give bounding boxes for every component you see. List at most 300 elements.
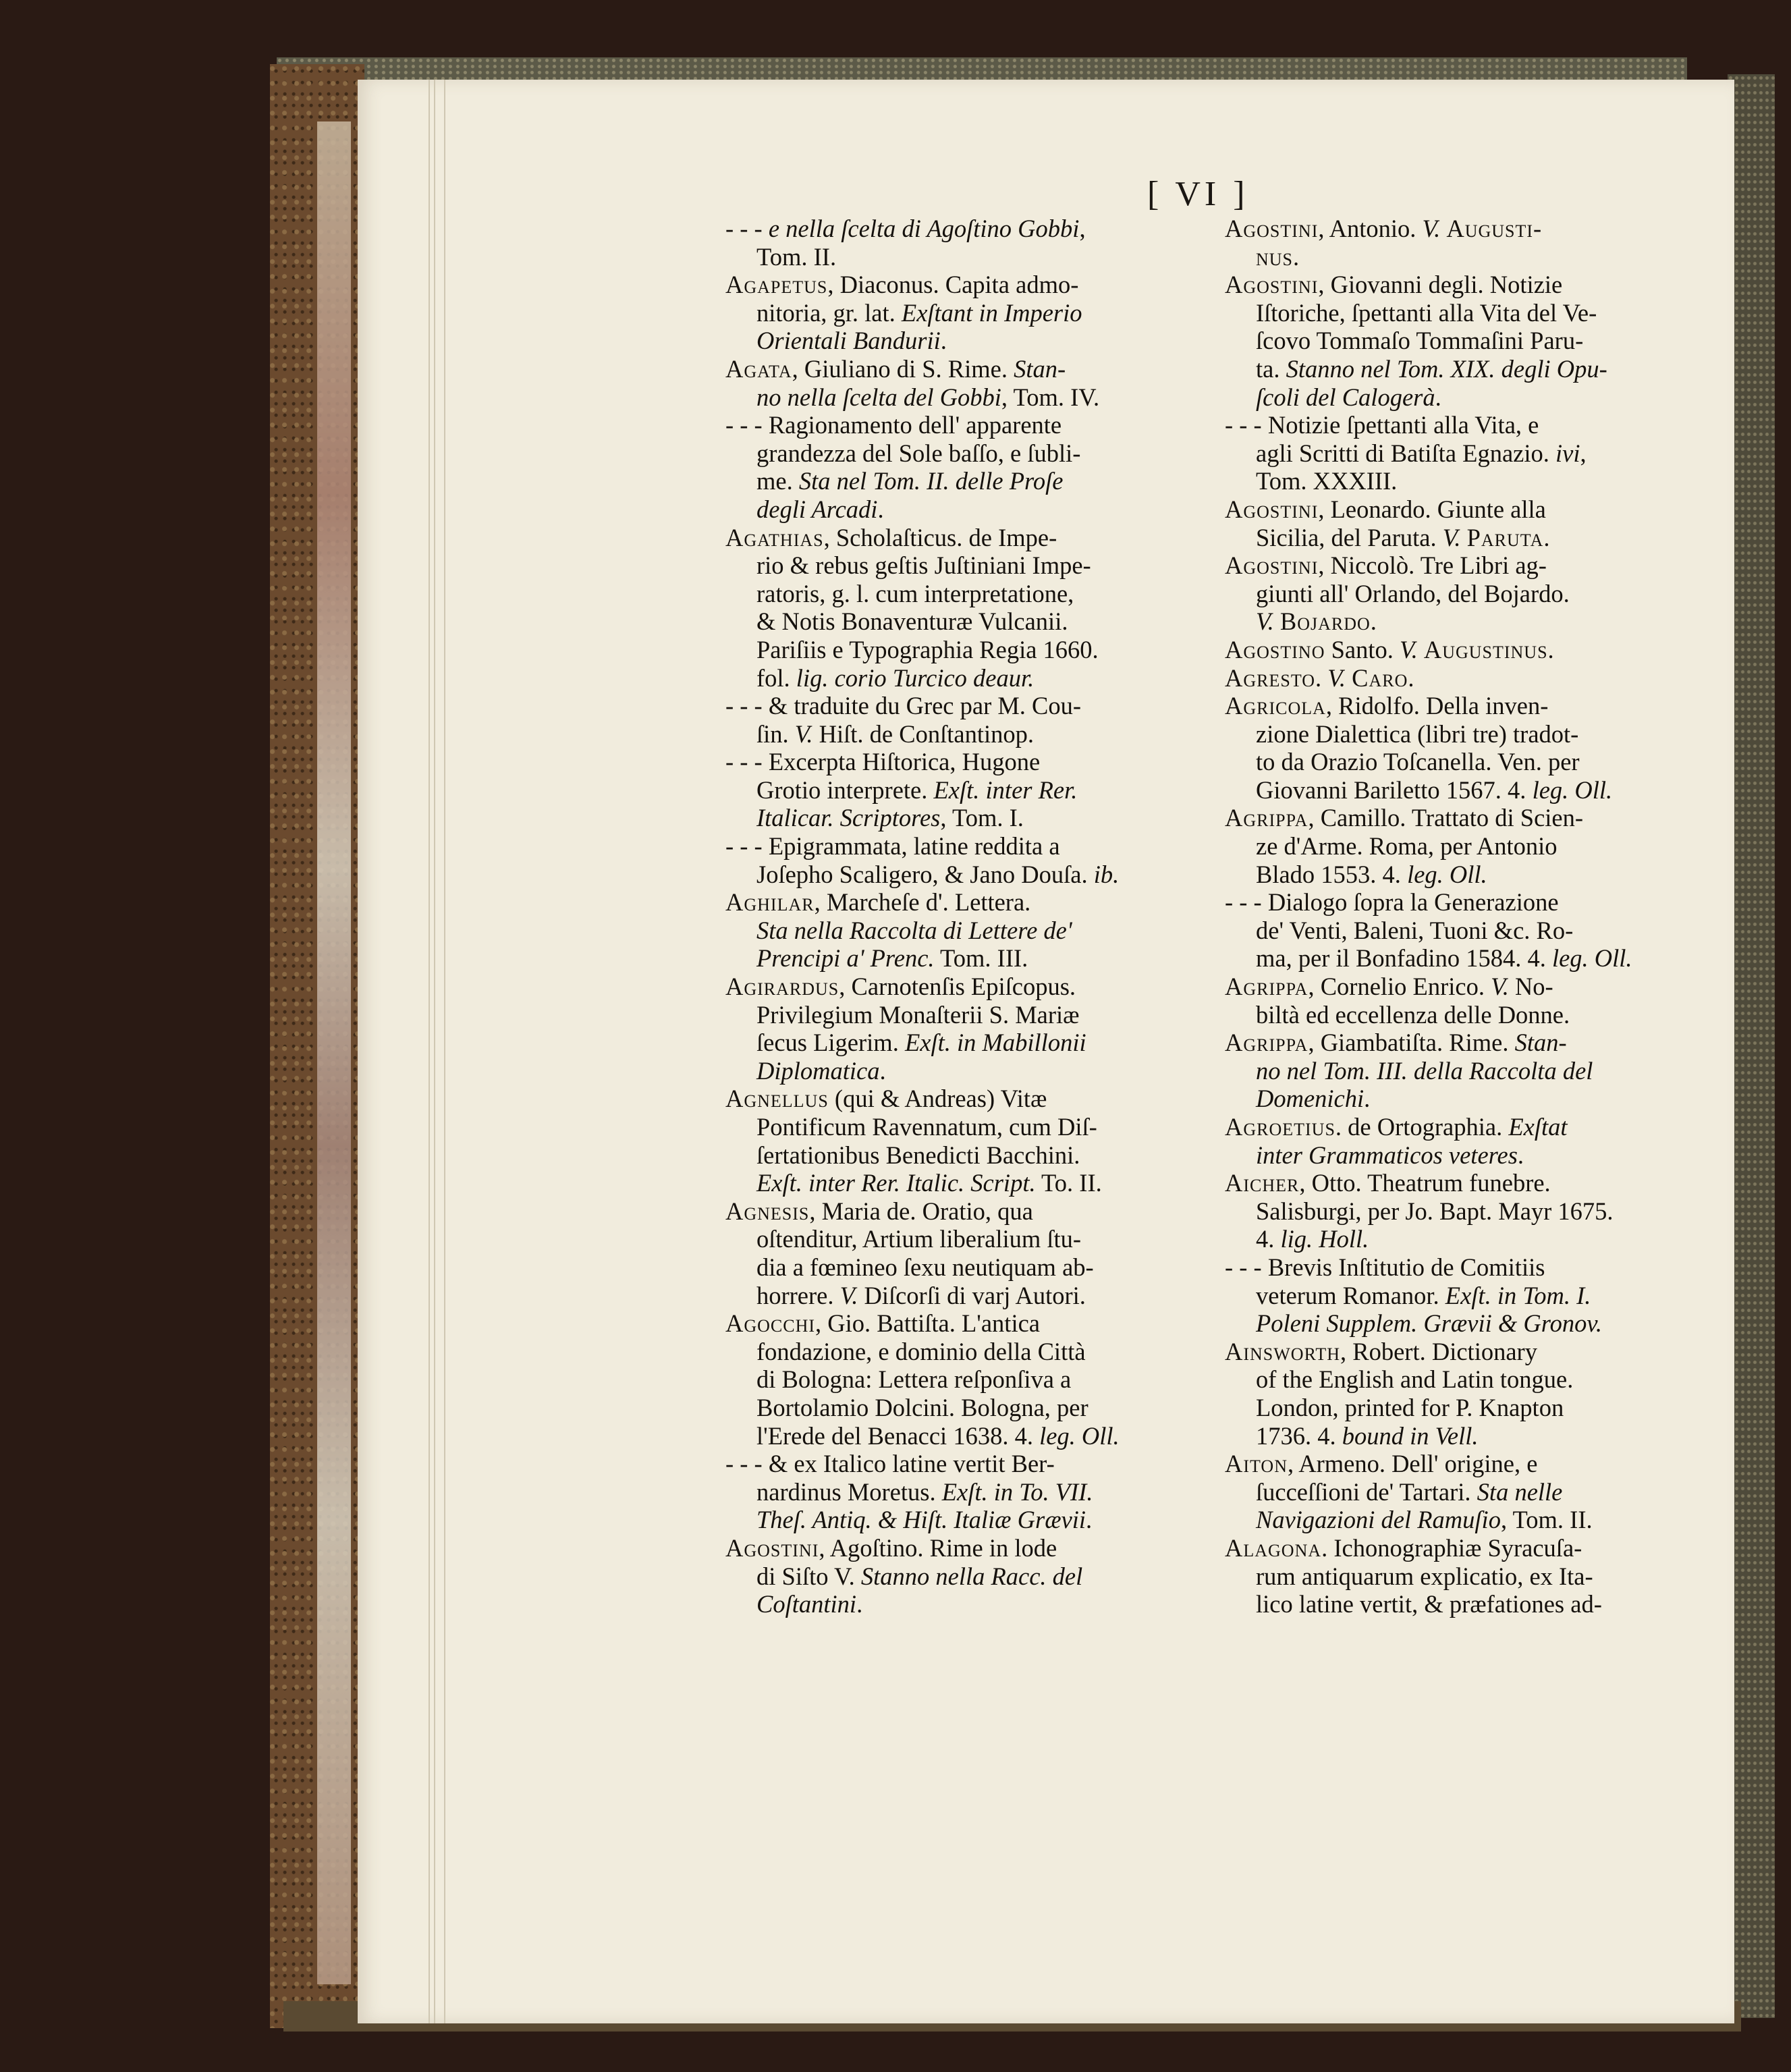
index-entry bbox=[1225, 411, 1697, 495]
entry-line bbox=[725, 1394, 1198, 1422]
entry-line bbox=[725, 1085, 1198, 1113]
entry-italic-text: Exſt. in Mabillonii bbox=[904, 1029, 1086, 1057]
index-entry bbox=[725, 1085, 1198, 1197]
entry-text: , Camillo. Trattato di Scien- bbox=[1308, 804, 1584, 832]
entry-italic-text: e nella ſcelta di Agoſtino Gobbi bbox=[768, 215, 1080, 242]
entry-italic-text: ib. bbox=[1093, 860, 1120, 888]
entry-text: . bbox=[1364, 1085, 1371, 1113]
entry-line bbox=[1225, 917, 1697, 945]
entry-italic-text: leg. Oll. bbox=[1407, 860, 1487, 888]
entry-text: l'Erede del Benacci 1638. 4. bbox=[756, 1421, 1040, 1450]
entry-italic-text: Stanno nel Tom. XIX. degli Opu- bbox=[1286, 354, 1607, 383]
entry-heading: Augustinus bbox=[1423, 635, 1548, 663]
entry-line bbox=[725, 944, 1198, 973]
entry-text: , Antonio. bbox=[1318, 215, 1423, 242]
entry-text: , Robert. Dictionary bbox=[1340, 1337, 1537, 1365]
index-entry bbox=[1225, 1253, 1697, 1338]
entry-text: ratoris, g. l. cum interpretatione, bbox=[756, 579, 1074, 607]
entry-line bbox=[725, 1282, 1198, 1310]
entry-line bbox=[725, 1141, 1198, 1170]
entry-heading: Agnellus bbox=[725, 1085, 829, 1113]
entry-line bbox=[1225, 411, 1697, 439]
entry-italic-text: V. bbox=[839, 1281, 858, 1309]
entry-line bbox=[1225, 215, 1697, 243]
entry-line bbox=[725, 861, 1198, 889]
entry-line bbox=[1225, 973, 1697, 1001]
entry-italic-text: Poleni Supplem. Grævii & Gronov. bbox=[1256, 1309, 1602, 1338]
entry-italic-text: lig. Holl. bbox=[1280, 1225, 1369, 1253]
entry-text: to da Orazio Toſcanella. Ven. per bbox=[1256, 748, 1580, 776]
index-entry bbox=[725, 973, 1198, 1085]
gutter-line bbox=[429, 80, 430, 2023]
entry-text: , Gio. Battiſta. L'antica bbox=[815, 1309, 1040, 1338]
entry-line bbox=[1225, 607, 1697, 636]
index-entry bbox=[1225, 1450, 1697, 1534]
entry-line bbox=[1225, 1534, 1697, 1562]
entry-text: . bbox=[1408, 663, 1414, 692]
index-entry bbox=[1225, 1029, 1697, 1113]
index-entry bbox=[1225, 888, 1697, 973]
entry-line bbox=[1225, 636, 1697, 664]
entry-text: To. II. bbox=[1035, 1169, 1102, 1197]
entry-italic-text: Diplomatica bbox=[756, 1056, 880, 1085]
entry-text bbox=[1440, 215, 1446, 242]
entry-text: Hiſt. de Conſtantinop. bbox=[812, 719, 1034, 748]
index-entry bbox=[725, 524, 1198, 692]
entry-line bbox=[725, 495, 1198, 524]
index-entry bbox=[725, 1309, 1198, 1450]
entry-heading: Agricola bbox=[1225, 692, 1326, 720]
entry-heading: Agnesis bbox=[725, 1197, 810, 1225]
entry-heading: Agirardus bbox=[725, 973, 839, 1001]
entry-text: . bbox=[1547, 635, 1554, 663]
entry-heading: Agathias bbox=[725, 523, 824, 551]
entry-line bbox=[725, 1534, 1198, 1562]
entry-line bbox=[725, 1422, 1198, 1450]
entry-text: - - - Epigrammata, latine reddita a bbox=[725, 832, 1060, 861]
gutter-line bbox=[434, 80, 435, 2023]
entry-heading: Agostini bbox=[1225, 271, 1319, 299]
entry-italic-text: Prencipi a' Prenc. bbox=[756, 944, 935, 973]
entry-text: di Bologna: Lettera reſponſiva a bbox=[756, 1365, 1072, 1394]
entry-line bbox=[1225, 1422, 1697, 1450]
index-entry bbox=[1225, 551, 1697, 636]
entry-line bbox=[1225, 1450, 1697, 1478]
entry-text: Pontificum Ravennatum, cum Diſ- bbox=[756, 1113, 1097, 1141]
entry-italic-text: Navigazioni del Ramuſio bbox=[1256, 1506, 1501, 1534]
entry-text: - - - & ex Italico latine vertit Ber- bbox=[725, 1450, 1055, 1478]
entry-line bbox=[1225, 944, 1697, 973]
entry-line bbox=[725, 776, 1198, 805]
entry-line bbox=[725, 411, 1198, 439]
entry-line bbox=[725, 1309, 1198, 1338]
entry-text bbox=[1418, 636, 1424, 663]
entry-italic-text: Sta nella Raccolta di Lettere de' bbox=[756, 916, 1072, 944]
entry-text: 1736. 4. bbox=[1256, 1421, 1342, 1450]
index-entry bbox=[725, 692, 1198, 748]
entry-line bbox=[725, 1562, 1198, 1591]
page-number: [ VI ] bbox=[1147, 175, 1249, 213]
entry-line bbox=[725, 439, 1198, 468]
entry-text: . bbox=[877, 495, 884, 523]
entry-line bbox=[725, 243, 1198, 271]
entry-italic-text: Exſt. inter Rer. bbox=[933, 775, 1078, 804]
entry-italic-text: Stan- bbox=[1014, 354, 1066, 383]
entry-text: zione Dialettica (libri tre) tradot- bbox=[1256, 719, 1579, 748]
entry-line bbox=[725, 383, 1198, 412]
entry-italic-text: V. bbox=[1327, 663, 1346, 692]
entry-italic-text: Stanno nella Racc. del bbox=[860, 1562, 1083, 1590]
entry-line bbox=[725, 1029, 1198, 1057]
entry-text: . bbox=[856, 1590, 863, 1618]
entry-text: , bbox=[1580, 439, 1587, 467]
entry-italic-text: Stan- bbox=[1514, 1029, 1567, 1057]
entry-text: . Ichonographiæ Syracuſa- bbox=[1321, 1533, 1582, 1562]
entry-text: (qui & Andreas) Vitæ bbox=[828, 1085, 1047, 1113]
entry-line bbox=[1225, 804, 1697, 832]
entry-line bbox=[725, 1590, 1198, 1618]
entry-italic-text: V. bbox=[1442, 523, 1461, 551]
entry-heading: Ainsworth bbox=[1225, 1337, 1341, 1365]
entry-text: , Giovanni degli. Notizie bbox=[1318, 271, 1563, 299]
entry-text: - - - Excerpta Hiſtorica, Hugone bbox=[725, 748, 1041, 776]
entry-italic-text: Exſt. in Tom. I. bbox=[1445, 1281, 1591, 1309]
entry-heading: Agroetius bbox=[1225, 1113, 1335, 1141]
entry-text: ſin. bbox=[756, 719, 795, 748]
entry-line bbox=[1225, 327, 1697, 355]
entry-text: nardinus Moretus. bbox=[756, 1477, 942, 1506]
entry-line bbox=[725, 1169, 1198, 1197]
entry-line bbox=[725, 1057, 1198, 1085]
index-entry bbox=[1225, 495, 1697, 551]
entry-line bbox=[1225, 664, 1697, 692]
entry-text: fol. bbox=[756, 663, 796, 692]
entry-line bbox=[725, 1001, 1198, 1029]
entry-text: ſertationibus Benedicti Bacchini. bbox=[756, 1141, 1080, 1169]
entry-italic-text: ivi bbox=[1555, 439, 1580, 467]
book-cover-right-edge bbox=[1728, 74, 1775, 2018]
entry-line bbox=[725, 1225, 1198, 1253]
entry-line bbox=[1225, 495, 1697, 524]
index-entry bbox=[725, 411, 1198, 523]
entry-text: - - - Ragionamento dell' apparente bbox=[725, 411, 1062, 439]
entry-text: , Marcheſe d'. Lettera. bbox=[814, 888, 1031, 917]
entry-italic-text: degli Arcadi bbox=[756, 495, 878, 523]
index-entry bbox=[725, 832, 1198, 888]
entry-text: Sicilia, del Paruta. bbox=[1256, 523, 1443, 551]
entry-text: Blado 1553. 4. bbox=[1256, 860, 1408, 888]
entry-line bbox=[1225, 748, 1697, 776]
entry-text: & Notis Bonaventuræ Vulcanii. bbox=[756, 607, 1068, 636]
entry-text: . bbox=[1435, 383, 1441, 411]
entry-line bbox=[725, 692, 1198, 720]
entry-line bbox=[1225, 832, 1697, 861]
index-entry bbox=[725, 355, 1198, 411]
entry-line bbox=[725, 832, 1198, 861]
entry-text: ma, per il Bonfadino 1584. 4. bbox=[1256, 944, 1552, 973]
entry-heading: Agrippa bbox=[1225, 973, 1308, 1001]
entry-italic-text: leg. Oll. bbox=[1532, 775, 1613, 804]
entry-text: . bbox=[1517, 1141, 1524, 1169]
entry-line bbox=[725, 720, 1198, 748]
entry-italic-text: Exſtat bbox=[1508, 1113, 1568, 1141]
entry-line bbox=[1225, 888, 1697, 917]
entry-text: Giovanni Bariletto 1567. 4. bbox=[1256, 775, 1533, 804]
entry-text: - - - bbox=[725, 215, 769, 242]
entry-heading: Alagona bbox=[1225, 1533, 1322, 1562]
entry-italic-text: inter Grammaticos veteres bbox=[1256, 1141, 1518, 1169]
entry-line bbox=[1225, 1338, 1697, 1366]
entry-line bbox=[725, 524, 1198, 552]
entry-text: horrere. bbox=[756, 1281, 840, 1309]
entry-italic-text: V. bbox=[1491, 973, 1509, 1001]
entry-italic-text: leg. Oll. bbox=[1551, 944, 1632, 973]
entry-line bbox=[725, 664, 1198, 692]
entry-italic-text: Exſt. in To. VII. bbox=[941, 1477, 1093, 1506]
entry-text: Joſepho Scaligero, & Jano Douſa. bbox=[756, 860, 1094, 888]
entry-heading: Aicher bbox=[1225, 1169, 1300, 1197]
entry-text: Santo. bbox=[1325, 635, 1400, 663]
entry-text: , Carnotenſis Epiſcopus. bbox=[839, 973, 1076, 1001]
entry-italic-text: leg. Oll. bbox=[1039, 1421, 1120, 1450]
entry-heading: Caro bbox=[1352, 663, 1408, 692]
entry-line bbox=[1225, 1085, 1697, 1113]
entry-text: - - - Notizie ſpettanti alla Vita, e bbox=[1225, 411, 1539, 439]
entry-heading: Agrippa bbox=[1225, 804, 1308, 832]
entry-line bbox=[725, 636, 1198, 664]
entry-line bbox=[725, 467, 1198, 495]
entry-heading: Agresto bbox=[1225, 663, 1316, 692]
entry-text: - - - Dialogo ſopra la Generazione bbox=[1225, 888, 1559, 917]
entry-line bbox=[725, 580, 1198, 608]
entry-line bbox=[1225, 1394, 1697, 1422]
entry-line bbox=[1225, 299, 1697, 327]
entry-line bbox=[725, 917, 1198, 945]
entry-heading: Agostini bbox=[1225, 215, 1319, 242]
entry-text: Iſtoriche, ſpettanti alla Vita del Ve- bbox=[1256, 298, 1597, 327]
index-entry bbox=[1225, 215, 1697, 271]
entry-text: Bortolamio Dolcini. Bologna, per bbox=[756, 1393, 1089, 1421]
entry-text: di Siſto V. bbox=[756, 1562, 861, 1590]
entry-italic-text: V. bbox=[1400, 635, 1418, 663]
entry-text: 4. bbox=[1256, 1225, 1281, 1253]
entry-italic-text: Domenichi bbox=[1256, 1085, 1365, 1113]
gutter-line bbox=[444, 80, 445, 2023]
index-entry bbox=[725, 888, 1198, 973]
entry-text: me. bbox=[756, 467, 799, 495]
entry-line bbox=[1225, 1141, 1697, 1170]
entry-text: fondazione, e dominio della Città bbox=[756, 1337, 1086, 1365]
entry-text: . de Ortographia. bbox=[1335, 1113, 1509, 1141]
entry-line bbox=[1225, 1562, 1697, 1591]
entry-text: agli Scritti di Batiſta Egnazio. bbox=[1256, 439, 1555, 467]
entry-text: . bbox=[1370, 607, 1377, 636]
entry-line bbox=[725, 215, 1198, 243]
index-entry bbox=[1225, 1113, 1697, 1169]
entry-text bbox=[1460, 524, 1466, 551]
entry-heading: nus bbox=[1256, 242, 1294, 271]
right-index-column bbox=[1225, 215, 1697, 1618]
entry-text: rum antiquarum explicatio, ex Ita- bbox=[1256, 1562, 1593, 1590]
entry-line bbox=[1225, 692, 1697, 720]
entry-text: , Otto. Theatrum funebre. bbox=[1299, 1169, 1551, 1197]
entry-italic-text: V. bbox=[794, 719, 813, 748]
entry-text: Grotio interprete. bbox=[756, 775, 934, 804]
entry-line bbox=[725, 1450, 1198, 1478]
entry-line bbox=[725, 1506, 1198, 1534]
entry-text: Salisburgi, per Jo. Bapt. Mayr 1675. bbox=[1256, 1197, 1614, 1225]
entry-line bbox=[725, 327, 1198, 355]
index-entry bbox=[725, 1534, 1198, 1618]
entry-text: Tom. II. bbox=[756, 242, 837, 271]
entry-italic-text: Orientali Bandurii bbox=[756, 327, 941, 355]
entry-line bbox=[1225, 1113, 1697, 1141]
entry-text: , Giambatiſta. Rime. bbox=[1308, 1029, 1515, 1057]
index-entry bbox=[1225, 973, 1697, 1029]
entry-text: , bbox=[1079, 215, 1086, 242]
entry-line bbox=[1225, 1590, 1697, 1618]
entry-italic-text: lig. corio Turcico deaur. bbox=[796, 663, 1035, 692]
entry-line bbox=[725, 1338, 1198, 1366]
entry-line bbox=[1225, 355, 1697, 383]
entry-text: , Leonardo. Giunte alla bbox=[1318, 495, 1546, 523]
entry-line bbox=[1225, 1365, 1697, 1394]
entry-italic-text: V. bbox=[1256, 607, 1274, 636]
entry-line bbox=[1225, 1478, 1697, 1506]
entry-heading: Bojardo bbox=[1279, 607, 1371, 636]
entry-italic-text: bound in Vell. bbox=[1342, 1421, 1479, 1450]
entry-text: , Tom. II. bbox=[1500, 1506, 1593, 1534]
entry-line bbox=[1225, 1225, 1697, 1253]
entry-text: veterum Romanor. bbox=[1256, 1281, 1445, 1309]
entry-heading: Agrippa bbox=[1225, 1029, 1308, 1057]
entry-line bbox=[725, 1113, 1198, 1141]
entry-heading: Agocchi bbox=[725, 1309, 816, 1338]
entry-line bbox=[725, 973, 1198, 1001]
entry-heading: Aiton bbox=[1225, 1450, 1288, 1478]
entry-italic-text: Theſ. Antiq. & Hiſt. Italiæ Grævii bbox=[756, 1506, 1086, 1534]
entry-text: Pariſiis e Typographia Regia 1660. bbox=[756, 635, 1099, 663]
index-entry bbox=[725, 215, 1198, 271]
entry-line bbox=[1225, 243, 1697, 271]
entry-italic-text: Exſt. inter Rer. Italic. Script. bbox=[756, 1169, 1036, 1197]
entry-line bbox=[1225, 1506, 1697, 1534]
entry-text: lico latine vertit, & præfationes ad- bbox=[1256, 1590, 1602, 1618]
entry-text: giunti all' Orlando, del Bojardo. bbox=[1256, 579, 1570, 607]
entry-text: ſucceſſioni de' Tartari. bbox=[1256, 1477, 1477, 1506]
entry-line bbox=[1225, 861, 1697, 889]
index-entry bbox=[1225, 636, 1697, 664]
entry-line bbox=[1225, 776, 1697, 805]
entry-text: oſtenditur, Artium liberalium ſtu- bbox=[756, 1225, 1082, 1253]
entry-line bbox=[1225, 1057, 1697, 1085]
entry-text: biltà ed eccellenza delle Donne. bbox=[1256, 1000, 1570, 1029]
entry-line bbox=[1225, 580, 1697, 608]
index-entry bbox=[725, 271, 1198, 355]
entry-line bbox=[725, 551, 1198, 580]
entry-line bbox=[1225, 383, 1697, 412]
entry-line bbox=[1225, 1197, 1697, 1226]
entry-text: , Tom. IV. bbox=[1001, 383, 1100, 411]
index-entry bbox=[725, 1450, 1198, 1534]
entry-italic-text: Exſtant in Imperio bbox=[901, 298, 1082, 327]
entry-text: dia a fœmineo ſexu neutiquam ab- bbox=[756, 1253, 1094, 1281]
entry-text: , Tom. I. bbox=[940, 804, 1024, 832]
entry-italic-text: ſcoli del Calogerà bbox=[1256, 383, 1435, 411]
entry-text: rio & rebus geſtis Juſtiniani Impe- bbox=[756, 551, 1091, 580]
entry-text: Privilegium Monaſterii S. Mariæ bbox=[756, 1000, 1080, 1029]
entry-text: grandezza del Sole baſſo, e ſubli- bbox=[756, 439, 1081, 467]
entry-line bbox=[1225, 271, 1697, 299]
entry-text: - - - & traduite du Grec par M. Cou- bbox=[725, 692, 1082, 720]
entry-heading: Agostini bbox=[1225, 495, 1319, 523]
entry-line bbox=[1225, 1169, 1697, 1197]
entry-text: , Cornelio Enrico. bbox=[1308, 973, 1491, 1001]
entry-text: Tom. XXXIII. bbox=[1256, 467, 1398, 495]
entry-italic-text: Sta nelle bbox=[1477, 1477, 1563, 1506]
entry-text: , Armeno. Dell' origine, e bbox=[1287, 1450, 1538, 1478]
entry-text: Tom. III. bbox=[934, 944, 1028, 973]
entry-line bbox=[1225, 1282, 1697, 1310]
entry-line bbox=[725, 1197, 1198, 1226]
entry-text: , Giuliano di S. Rime. bbox=[792, 354, 1014, 383]
entry-text: Diſcorſi di varj Autori. bbox=[858, 1281, 1086, 1309]
entry-text: , Niccolò. Tre Libri ag- bbox=[1318, 551, 1547, 580]
entry-text: London, printed for P. Knapton bbox=[1256, 1393, 1564, 1421]
entry-line bbox=[725, 271, 1198, 299]
entry-italic-text: Italicar. Scriptores bbox=[756, 804, 941, 832]
binding-spine bbox=[317, 121, 351, 1984]
entry-heading: Agostini bbox=[725, 1533, 819, 1562]
entry-italic-text: Coſtantini bbox=[756, 1590, 857, 1618]
entry-text: . bbox=[1543, 523, 1550, 551]
entry-line bbox=[725, 1478, 1198, 1506]
entry-italic-text: no nella ſcelta del Gobbi bbox=[756, 383, 1001, 411]
entry-text: , Scholaſticus. de Impe- bbox=[823, 523, 1057, 551]
entry-line bbox=[725, 748, 1198, 776]
entry-heading: Agostino bbox=[1225, 635, 1325, 663]
entry-text: . bbox=[879, 1056, 886, 1085]
entry-line bbox=[725, 607, 1198, 636]
index-entry bbox=[1225, 1169, 1697, 1253]
entry-line bbox=[725, 1365, 1198, 1394]
entry-heading: Paruta bbox=[1466, 523, 1544, 551]
entry-text: of the English and Latin tongue. bbox=[1256, 1365, 1574, 1394]
entry-italic-text: V. bbox=[1422, 215, 1441, 242]
entry-line bbox=[725, 1253, 1198, 1282]
entry-text bbox=[1274, 607, 1280, 635]
entry-line bbox=[725, 355, 1198, 383]
entry-text: . bbox=[940, 327, 947, 355]
entry-italic-text: Sta nel Tom. II. delle Proſe bbox=[798, 467, 1064, 495]
entry-line bbox=[1225, 720, 1697, 748]
entry-heading: Agapetus bbox=[725, 271, 828, 299]
index-entry bbox=[1225, 1338, 1697, 1450]
left-index-column bbox=[725, 215, 1198, 1618]
entry-heading: Augusti- bbox=[1446, 215, 1543, 242]
entry-heading: Agata bbox=[725, 354, 792, 383]
index-entry bbox=[1225, 1534, 1697, 1618]
entry-line bbox=[725, 299, 1198, 327]
entry-italic-text: no nel Tom. III. della Raccolta del bbox=[1256, 1056, 1593, 1085]
entry-text: . bbox=[1086, 1506, 1093, 1534]
entry-text: , Ridolfo. Della inven- bbox=[1325, 692, 1549, 720]
entry-line bbox=[1225, 1253, 1697, 1282]
entry-text: , Maria de. Oratio, qua bbox=[809, 1197, 1033, 1225]
entry-line bbox=[1225, 439, 1697, 468]
entry-text: . bbox=[1293, 242, 1300, 271]
entry-text: ſcovo Tommaſo Tommaſini Paru- bbox=[1256, 327, 1584, 355]
